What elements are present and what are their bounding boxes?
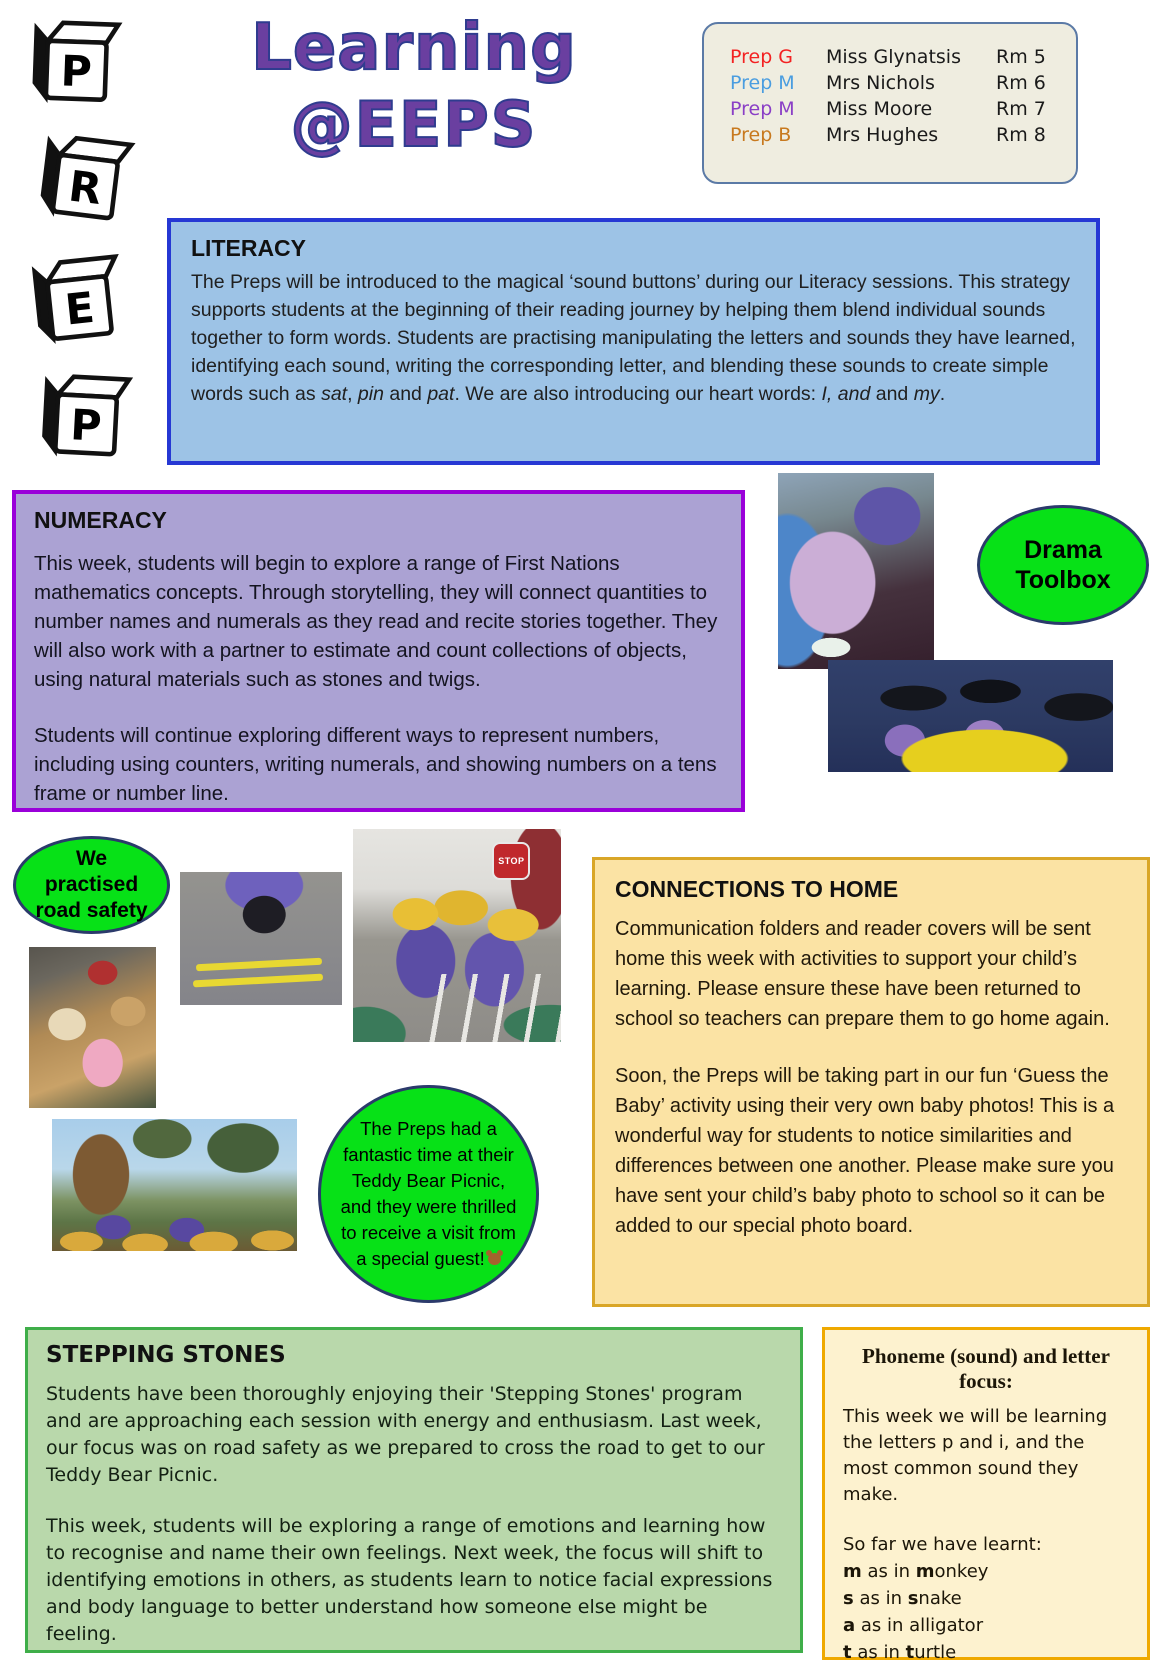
- numeracy-paragraph-1: This week, students will begin to explore a range of First Nations mathematics concepts. Through storytelling, they will connect quantities to number names and numerals as they read and recite stories together. They will also work with a partner to estimate and count collections of objects, using natural materials such as stones and twigs.: [34, 552, 718, 691]
- room-number: Rm 7: [996, 98, 1046, 120]
- teddy-bear-emoji: [488, 1253, 501, 1265]
- literacy-heading: LITERACY: [191, 235, 306, 261]
- class-label: Prep B: [730, 124, 792, 146]
- phoneme-item-a: a as in alligator: [843, 1615, 984, 1636]
- paragraph-spacer: [843, 1508, 1129, 1532]
- phoneme-paragraph-2: So far we have learnt:: [843, 1534, 1042, 1555]
- connections-heading: CONNECTIONS TO HOME: [615, 876, 899, 902]
- room-number: Rm 6: [996, 72, 1046, 94]
- drama-toolbox-oval: [977, 505, 1149, 625]
- teacher-row: [730, 70, 1062, 96]
- photo-child-feet-yellow-lines: [180, 872, 342, 1005]
- drama-toolbox-label: Drama Toolbox: [1015, 536, 1111, 594]
- svg-text:R: R: [66, 161, 105, 215]
- teacher-name: Miss Glynatsis: [826, 46, 961, 68]
- stepping-stones-paragraph-1: Students have been thoroughly enjoying their 'Stepping Stones' program and are approaching each session with energy and enthusiasm. Last week, our focus was on road safety as we prepared to cross the road to get to our Teddy Bear Picnic.: [46, 1383, 765, 1486]
- stepping-stones-section: [25, 1327, 803, 1653]
- connections-paragraph-2: Soon, the Preps will be taking part in our fun ‘Guess the Baby’ activity using their very own baby photos! This is a wonderful way for students to notice similarities and differences between one another. Please make sure you have sent your child’s baby photo to school so it can be added to our special photo board.: [615, 1065, 1115, 1237]
- class-label: Prep G: [730, 46, 794, 68]
- photo-kids-with-whale-toys: [828, 660, 1113, 772]
- yellow-tape-line: [193, 974, 323, 988]
- connections-to-home-section: [592, 857, 1150, 1307]
- teacher-name: Miss Moore: [826, 98, 933, 120]
- room-number: Rm 8: [996, 124, 1046, 146]
- stop-sign-icon: [492, 842, 530, 880]
- paragraph-spacer: [46, 1489, 782, 1513]
- literacy-paragraph: The Preps will be introduced to the magical ‘sound buttons’ during our Literacy sessions. This strategy supports students at the beginning of their reading journey by helping them blend individual sounds together to form words. Students are practising manipulating the letters and sounds they have learned, identifying each sound, writing the corresponding letter, and blending these sounds to create simple words such as sat, pin and pat. We are also introducing our heart words: I, and and my.: [191, 271, 1076, 405]
- stepping-stones-paragraph-2: This week, students will be exploring a range of emotions and learning how to recognise and name their own feelings. Next week, the focus will shift to identifying emotions in others, as students learn to notice facial expressions and body language to better understand how someone else might be feeling.: [46, 1515, 773, 1645]
- svg-text:E: E: [62, 282, 97, 335]
- svg-text:P: P: [59, 46, 93, 97]
- road-safety-label: We practised road safety: [35, 847, 148, 922]
- road-safety-oval: [13, 836, 170, 934]
- photo-kids-with-puppets: [778, 473, 934, 669]
- connections-paragraph-1: Communication folders and reader covers will be sent home this week with activities to support your child’s learning. Please ensure these have been returned to school so teachers can prepare them to go home again.: [615, 918, 1110, 1030]
- stepping-stones-heading: STEPPING STONES: [46, 1342, 286, 1368]
- photo-teddy-bear-pile: [29, 947, 156, 1108]
- teacher-row: [730, 44, 1062, 70]
- phoneme-paragraph-1: This week we will be learning the letters p and i, and the most common sound they make.: [843, 1406, 1108, 1505]
- phoneme-item-t: t as in turtle: [843, 1642, 957, 1663]
- room-number: Rm 5: [996, 46, 1046, 68]
- photo-road-crossing-practice: [353, 829, 561, 1042]
- letter-block-e: [17, 247, 130, 349]
- svg-text:P: P: [69, 400, 103, 451]
- numeracy-section: [12, 490, 745, 812]
- phoneme-item-s: s as in snake: [843, 1588, 962, 1609]
- letter-block-p1: [18, 12, 125, 108]
- teddy-picnic-label: The Preps had a fantastic time at their Teddy Bear Picnic, and they were thrilled to receive a visit from a special guest!: [340, 1118, 517, 1269]
- stop-sign-label: STOP: [498, 855, 525, 866]
- cube-icon: [28, 365, 137, 462]
- cube-icon: [17, 247, 130, 349]
- cube-icon: [18, 12, 125, 108]
- teddy-picnic-oval: [318, 1085, 539, 1303]
- page-title-line1: Learning: [251, 11, 577, 85]
- teacher-name: Mrs Hughes: [826, 124, 939, 146]
- paragraph-spacer: [615, 1034, 1127, 1061]
- class-label: Prep M: [730, 72, 795, 94]
- literacy-section: [167, 218, 1100, 465]
- phoneme-focus-section: [822, 1327, 1150, 1663]
- numeracy-paragraph-2: Students will continue exploring different ways to represent numbers, including using counters, writing numerals, and showing numbers on a tens frame or number line.: [34, 724, 717, 805]
- class-label: Prep M: [730, 98, 795, 120]
- crossing-lines: [415, 974, 561, 1042]
- teacher-room-box: [702, 22, 1078, 184]
- yellow-tape-line: [196, 958, 323, 972]
- paragraph-spacer: [34, 694, 723, 721]
- phoneme-item-m: m as in monkey: [843, 1561, 989, 1582]
- page-title: [228, 11, 600, 161]
- page-title-line2: @EEPS: [290, 88, 538, 161]
- phoneme-focus-title: Phoneme (sound) and letter focus:: [862, 1344, 1110, 1393]
- teacher-name: Mrs Nichols: [826, 72, 935, 94]
- photo-teddy-bear-picnic: [52, 1119, 297, 1251]
- cube-icon: [25, 124, 139, 228]
- teacher-row: [730, 122, 1062, 148]
- letter-block-r: [25, 124, 139, 228]
- numeracy-heading: NUMERACY: [34, 507, 167, 533]
- teacher-row: [730, 96, 1062, 122]
- teddy-picnic-text: [337, 1116, 520, 1272]
- letter-block-p2: [28, 365, 137, 462]
